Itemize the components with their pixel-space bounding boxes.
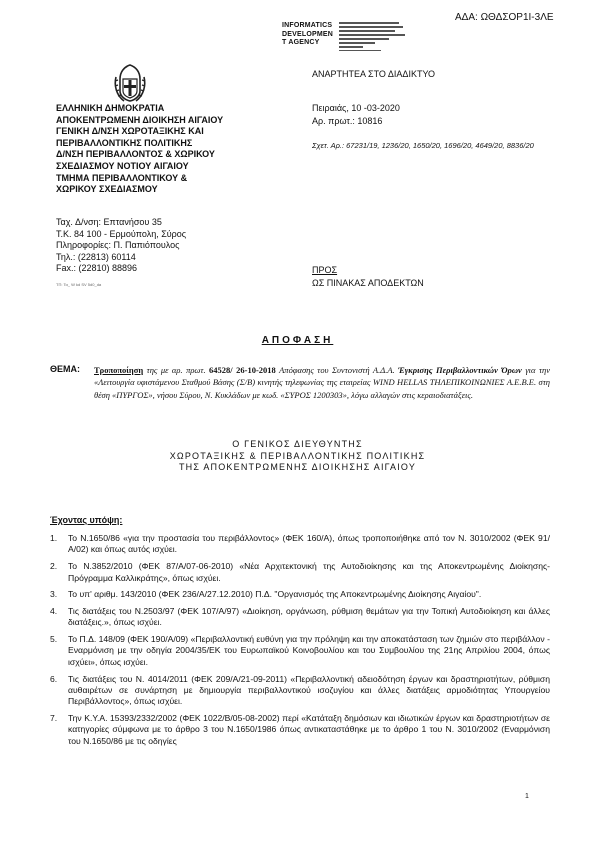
list-item: 4. Τις διατάξεις του Ν.2503/97 (ΦΕΚ 107/Α/97) «Διοίκηση, οργάνωση, ρύθμιση θεμάτων για την Τοπική Αυτοδιοίκηση και άλλες διατάξεις.», όπως ισχύει. [50,605,550,628]
considerations-list [50,533,550,753]
issuing-authority: ΕΛΛΗΝΙΚΗ ΔΗΜΟΚΡΑΤΙΑ ΑΠΟΚΕΝΤΡΩΜΕΝΗ ΔΙΟΙΚΗΣΗ ΑΙΓΑΙΟΥ ΓΕΝΙΚΗ Δ/ΝΣΗ ΧΩΡΟΤΑΞΙΚΗΣ ΚΑΙ ΠΕΡΙΒΑΛΛΟΝΤΙΚΗΣ ΠΟΛΙΤΙΚΗΣ Δ/ΝΣΗ ΠΕΡΙΒΑΛΛΟΝΤΟΣ & ΧΩΡΙΚΟΥ ΣΧΕΔΙΑΣΜΟΥ ΝΟΤΙΟΥ ΑΙΓΑΙΟΥ ΤΜΗΜΑ ΠΕΡΙΒΑΛΛΟΝΤΙΚΟΥ & ΧΩΡΙΚΟΥ ΣΧΕΔΙΑΣΜΟΥ [56,103,224,195]
list-item: 2. Το Ν.3852/2010 (ΦΕΚ 87/Α/07-06-2010) «Νέα Αρχιτεκτονική της Αυτοδιοίκησης και της Αποκεντρωμένης Διοίκησης-Πρόγραμμα Καλλικράτης», όπως ισχύει. [50,561,550,583]
post-online-label: ΑΝΑΡΤΗΤΕΑ ΣΤΟ ΔΙΑΔΙΚΤΥΟ [312,69,435,79]
related-references: Σχετ. Αρ.: 67231/19, 1236/20, 1650/20, 1696/20, 4649/20, 8836/20 [312,141,534,150]
place-date: Πειραιάς, 10 -03-2020 [312,103,400,113]
list-item: 7. Την Κ.Υ.Α. 15393/2332/2002 (ΦΕΚ 1022/Β/05-08-2002) περί «Κατάταξη δημόσιων και ιδιωτικών έργων και δραστηριοτήτων σε κατηγορίες σύμφωνα με το άρθρο 3 του Ν.1650/1986 όπως αντικαταστάθηκε με το άρθρο 1 του Ν. 3010/2002 (Εναρμόνιση του Ν.1650/86 με τις οδηγίες [50,713,550,746]
recipients-heading: ΠΡΟΣ [312,265,338,275]
list-item: 1. Το Ν.1650/86 «για την προστασία του περιβάλλοντος» (ΦΕΚ 160/Α), όπως τροποποιήθηκε από τον Ν. 3010/2002 (ΦΕΚ 91/Α/02) και όπως αυτός ισχύει. [50,533,550,555]
greek-coat-of-arms-icon [110,63,150,103]
protocol-number: Αρ. πρωτ.: 10816 [312,115,383,126]
digital-signature-stamp [339,22,407,54]
list-item: 6. Τις διατάξεις του Ν. 4014/2011 (ΦΕΚ 209/Α/21-09-2011) «Περιβαλλοντική αδειοδότηση έργων και δραστηριοτήτων, ρύθμιση αυθαιρέτων σε συνάρτηση με δημιουργία περιβαλλοντικού ισοζυγίου και άλλες διατάξεις αρμοδιότητας Υπουργείου Περιβάλλοντος», όπως ισχύει. [50,673,550,707]
ada-code: ΑΔΑ: ΩΘΔΣΟΡ1Ι-3ΛΕ [455,12,554,23]
document-title: ΑΠΟΦΑΣΗ [261,335,334,346]
list-item: 5. Το Π.Δ. 148/09 (ΦΕΚ 190/Α/09) «Περιβαλλοντική ευθύνη για την πρόληψη και την αποκατάσταση των ζημιών στο περιβάλλον - Εναρμόνιση με την οδηγία 2004/35/ΕΚ του Ευρωπαϊκού Κοινοβουλίου και του Συμβουλίου της 21ης Απριλίου 2004, όπως ισχύει», όπως ισχύει. [50,634,550,667]
recipients-line: ΩΣ ΠΙΝΑΚΑΣ ΑΠΟΔΕΚΤΩΝ [312,277,424,288]
informatics-agency-label: INFORMATICS DEVELOPMEN T AGENCY [282,22,334,46]
recipients-block [312,264,424,289]
contact-code: ΤΠ: Τα_ W kd SV 5d0_da [56,282,102,287]
considering-heading: Έχοντας υπόψη: [50,515,123,525]
subject-label: ΘΕΜΑ: [50,364,80,374]
contact-details: Ταχ. Δ/νση: Επτανήσου 35 Τ.Κ. 84 100 - Ερμούπολη, Σύρος Πληροφορίες: Π. Παπιόπουλος Τηλ.: (22813) 60114 Fax.: (22810) 88896 [56,217,187,274]
page-number: 1 [525,793,529,800]
list-item: 3. Το υπ' αριθμ. 143/2010 (ΦΕΚ 236/Α/27.12.2010) Π.Δ. "Οργανισμός της Αποκεντρωμένης Διοίκησης Αιγαίου". [50,589,482,600]
date-protocol-block [312,102,400,127]
subject-text: Τροποποίηση της με αρ. πρωτ. 64528/ 26-10-2018 Απόφασης του Συντονιστή Α.Δ.Α. Έγκρισης Περιβαλλοντικών Όρων για την «Λειτουργία υφιστάμενου Σταθμού Βάσης (Σ/Β) κινητής τηλεφωνίας της εταιρείας WIND HELLAS ΤΗΛΕΠΙΚΟΙΝΩΝΙΕΣ Α.Ε.Β.Ε. στη θέση «ΠΥΡΓΟΣ», νήσου Σύρου, Ν. Κυκλάδων με κωδ. «ΣΥΡΟΣ 1200303», λόγω αλλαγών στις κεραιοδιατάξεις. [94,365,550,400]
general-director-heading: Ο ΓΕΝΙΚΟΣ ΔΙΕΥΘΥΝΤΗΣ ΧΩΡΟΤΑΞΙΚΗΣ & ΠΕΡΙΒΑΛΛΟΝΤΙΚΗΣ ΠΟΛΙΤΙΚΗΣ ΤΗΣ ΑΠΟΚΕΝΤΡΩΜΕΝΗΣ ΔΙΟΙΚΗΣΗΣ ΑΙΓΑΙΟΥ [169,439,426,473]
